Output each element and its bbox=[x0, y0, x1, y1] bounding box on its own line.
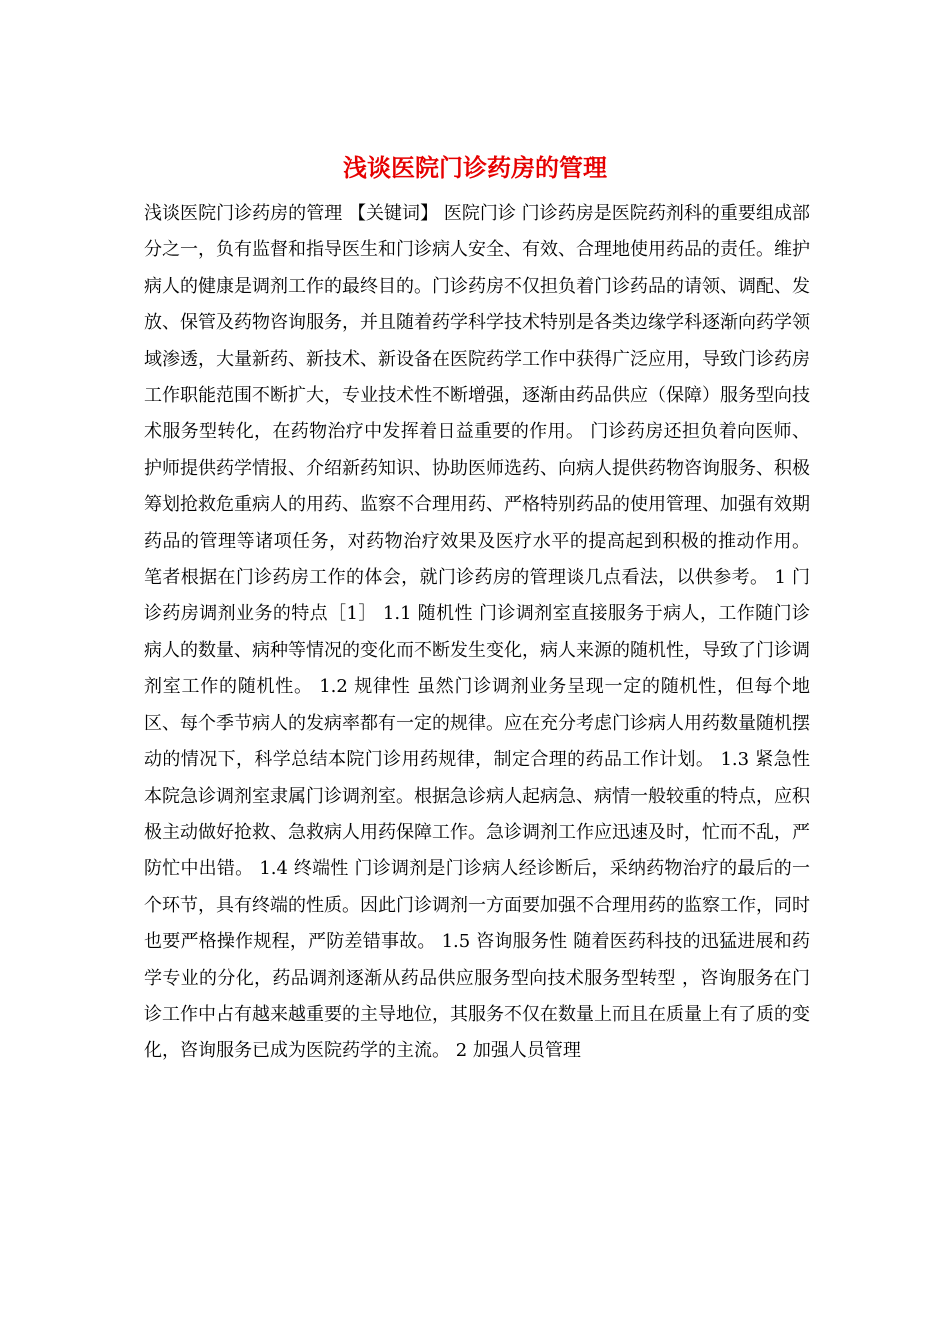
document-title: 浅谈医院门诊药房的管理 bbox=[343, 153, 607, 182]
document-body-text: 浅谈医院门诊药房的管理 【关键词】 医院门诊 门诊药房是医院药剂科的重要组成部分之一，负有监督和指导医生和门诊病人安全、有效、合理地使用药品的责任。维护病人的健康是调剂工作的最终目的。门诊药房不仅担负着门诊药品的请领、调配、发放、保管及药物咨询服务，并且随着药学科学技术特别是各类边缘学科逐渐向药学领域渗透，大量新药、新技术、新设备在医院药学工作中获得广泛应用，导致门诊药房工作职能范围不断扩大，专业技术性不断增强，逐渐由药品供应（保障）服务型向技术服务型转化，在药物治疗中发挥着日益重要的作用。 门诊药房还担负着向医师、护师提供药学情报、介绍新药知识、协助医师选药、向病人提供药物咨询服务、积极筹划抢救危重病人的用药、监察不合理用药、严格特别药品的使用管理、加强有效期药品的管理等诸项任务，对药物治疗效果及医疗水平的提高起到积极的推动作用。 笔者根据在门诊药房工作的体会，就门诊药房的管理谈几点看法，以供参考。 1 门诊药房调剂业务的特点［1］ 1.1 随机性 门诊调剂室直接服务于病人，工作随门诊病人的数量、病种等情况的变化而不断发生变化，病人来源的随机性，导致了门诊调剂室工作的随机性。 1.2 规律性 虽然门诊调剂业务呈现一定的随机性，但每个地区、每个季节病人的发病率都有一定的规律。应在充分考虑门诊病人用药数量随机摆动的情况下，科学总结本院门诊用药规律，制定合理的药品工作计划。 1.3 紧急性 本院急诊调剂室隶属门诊调剂室。根据急诊病人起病急、病情一般较重的特点，应积极主动做好抢救、急救病人用药保障工作。急诊调剂工作应迅速及时，忙而不乱，严防忙中出错。 1.4 终端性 门诊调剂是门诊病人经诊断后，采纳药物治疗的最后的一个环节，具有终端的性质。因此门诊调剂一方面要加强不合理用药的监察工作，同时也要严格操作规程，严防差错事故。 1.5 咨询服务性 随着医药科技的迅猛进展和药学专业的分化，药品调剂逐渐从药品供应服务型向技术服务型转型 ，咨询服务在门诊工作中占有越来越重要的主导地位，其服务不仅在数量上而且在质量上有了质的变化，咨询服务已成为医院药学的主流。 2 加强人员管理 bbox=[144, 203, 810, 1062]
